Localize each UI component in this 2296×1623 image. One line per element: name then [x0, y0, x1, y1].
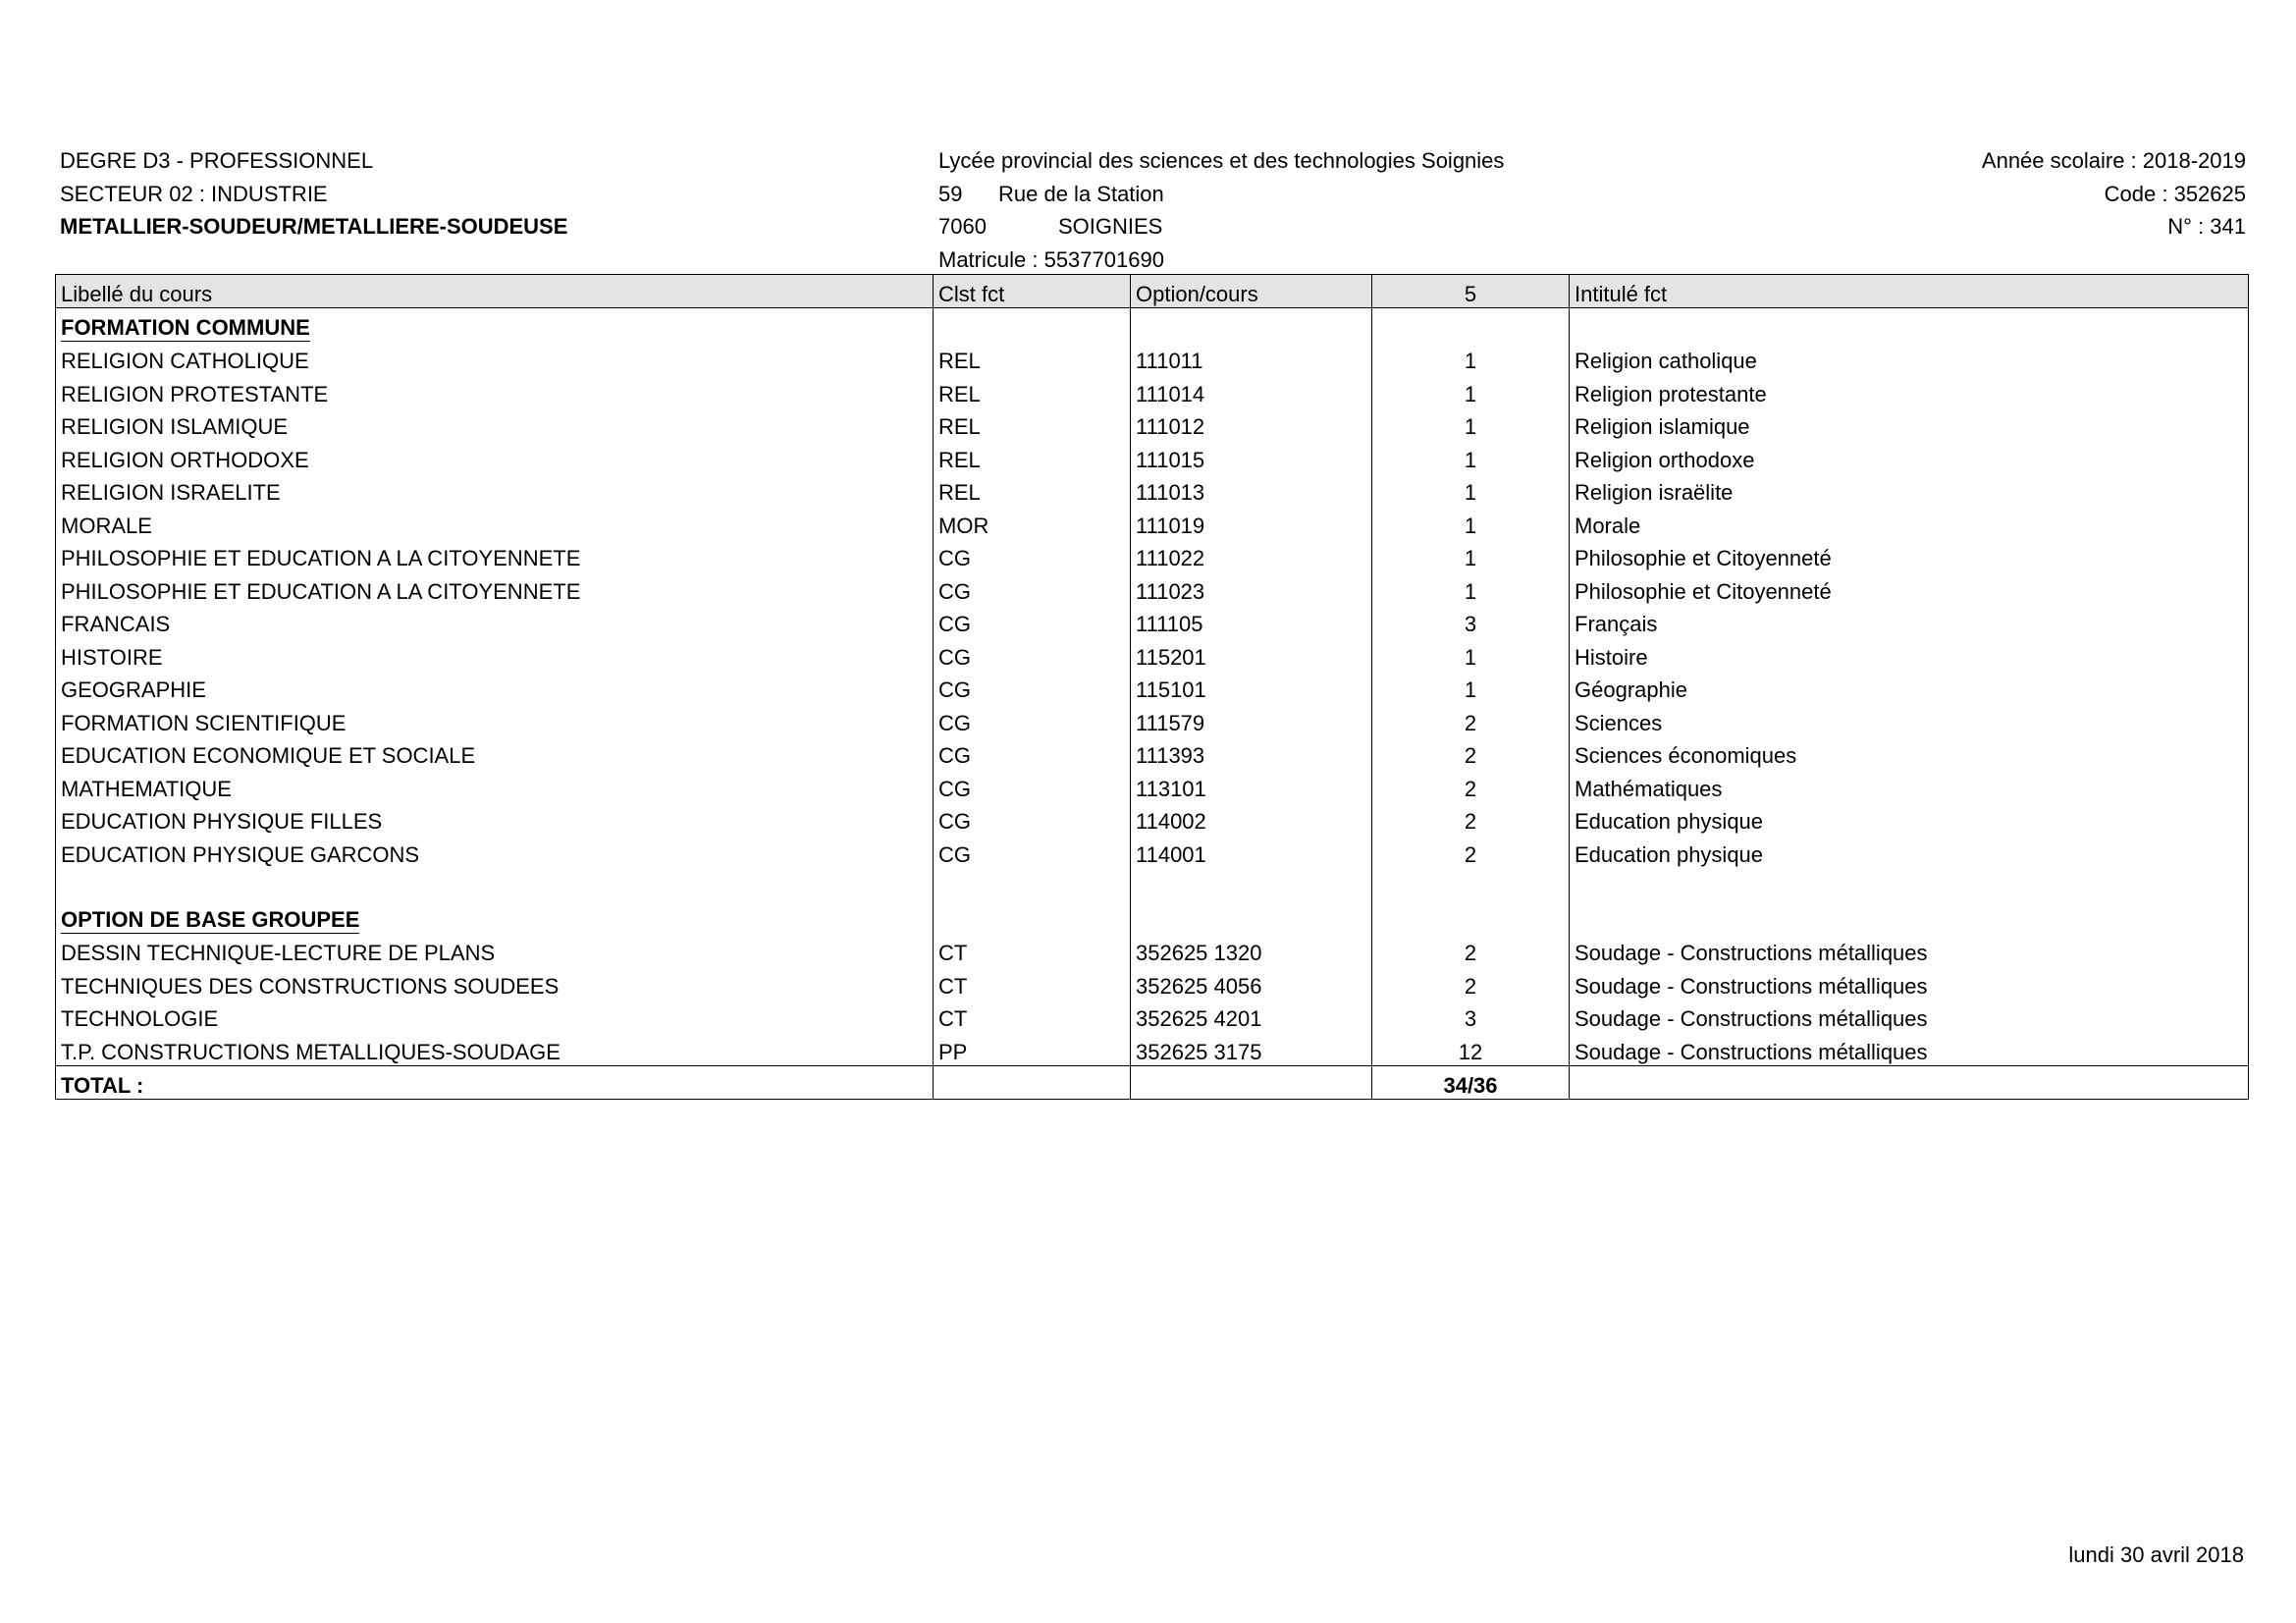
course-option-code: 115101 [1131, 671, 1372, 704]
course-clst: PP [934, 1032, 1131, 1065]
course-hours: 2 [1372, 934, 1570, 967]
table-row [56, 571, 2249, 605]
course-label: EDUCATION PHYSIQUE FILLES [56, 802, 934, 836]
course-label: RELIGION ISRAELITE [56, 473, 934, 507]
empty-cell [1131, 900, 1372, 934]
course-hours: 1 [1372, 506, 1570, 539]
empty-cell [1570, 900, 2249, 934]
course-option-code: 111022 [1131, 539, 1372, 572]
course-option-code: 352625 3175 [1131, 1032, 1372, 1065]
course-function-title: Sciences [1570, 703, 2249, 736]
course-label: FORMATION SCIENTIFIQUE [56, 703, 934, 736]
course-function-title: Géographie [1570, 671, 2249, 704]
total-hours: 34/36 [1372, 1065, 1570, 1100]
spacer-row [56, 868, 2249, 901]
empty-cell [56, 868, 934, 901]
course-option-code: 114001 [1131, 835, 1372, 868]
course-clst: CG [934, 539, 1131, 572]
course-clst: CG [934, 835, 1131, 868]
course-function-title: Soudage - Constructions métalliques [1570, 1000, 2249, 1033]
school-address-city [938, 214, 1504, 247]
course-table-container [55, 274, 2248, 1100]
course-clst: REL [934, 440, 1131, 473]
empty-cell [934, 868, 1131, 901]
course-clst: CG [934, 671, 1131, 704]
table-row [56, 374, 2249, 407]
course-hours: 1 [1372, 342, 1570, 375]
course-clst: CG [934, 703, 1131, 736]
course-function-title: Education physique [1570, 835, 2249, 868]
table-row [56, 769, 2249, 802]
document-number: N° : 341 [2167, 214, 2246, 239]
city-name: SOIGNIES [1058, 214, 1163, 239]
course-function-title: Mathématiques [1570, 769, 2249, 802]
course-option-code: 111105 [1131, 605, 1372, 638]
table-row [56, 637, 2249, 671]
table-row [56, 671, 2249, 704]
course-clst: CG [934, 736, 1131, 770]
course-hours: 2 [1372, 966, 1570, 1000]
course-option-code: 111579 [1131, 703, 1372, 736]
program-title: METALLIER-SOUDEUR/METALLIERE-SOUDEUSE [60, 214, 568, 239]
course-hours: 1 [1372, 571, 1570, 605]
course-clst: REL [934, 342, 1131, 375]
table-row [56, 539, 2249, 572]
course-clst: REL [934, 374, 1131, 407]
table-row [56, 802, 2249, 836]
empty-cell [1570, 308, 2249, 342]
street-name: Rue de la Station [998, 181, 1164, 206]
section-title: FORMATION COMMUNE [61, 314, 310, 340]
course-hours: 1 [1372, 407, 1570, 441]
course-label: MATHEMATIQUE [56, 769, 934, 802]
course-option-code: 111012 [1131, 407, 1372, 441]
course-clst: MOR [934, 506, 1131, 539]
course-option-code: 111013 [1131, 473, 1372, 507]
course-hours: 1 [1372, 637, 1570, 671]
empty-cell [934, 1065, 1131, 1100]
column-header-course: Libellé du cours [56, 275, 934, 308]
empty-cell [1570, 868, 2249, 901]
course-clst: REL [934, 407, 1131, 441]
total-label: TOTAL : [56, 1065, 934, 1100]
empty-cell [1131, 308, 1372, 342]
empty-cell [1131, 868, 1372, 901]
table-row [56, 342, 2249, 375]
course-function-title: Religion protestante [1570, 374, 2249, 407]
table-row [56, 407, 2249, 441]
course-label: RELIGION ORTHODOXE [56, 440, 934, 473]
program-code: Code : 352625 [2104, 181, 2246, 206]
empty-cell [1372, 900, 1570, 934]
course-option-code: 113101 [1131, 769, 1372, 802]
course-function-title: Religion orthodoxe [1570, 440, 2249, 473]
table-row [56, 605, 2249, 638]
course-table [55, 274, 2249, 1100]
course-label: FRANCAIS [56, 605, 934, 638]
section-title: OPTION DE BASE GROUPEE [61, 906, 360, 932]
course-hours: 2 [1372, 769, 1570, 802]
postal-code: 7060 [938, 214, 987, 239]
section-title-row [56, 308, 2249, 342]
course-hours: 3 [1372, 605, 1570, 638]
course-label: RELIGION CATHOLIQUE [56, 342, 934, 375]
school-address-street [938, 182, 1504, 215]
section-title-cell [56, 900, 934, 934]
course-hours: 2 [1372, 703, 1570, 736]
empty-cell [1570, 1065, 2249, 1100]
course-label: EDUCATION ECONOMIQUE ET SOCIALE [56, 736, 934, 770]
course-label: RELIGION PROTESTANTE [56, 374, 934, 407]
course-option-code: 111019 [1131, 506, 1372, 539]
course-clst: CT [934, 934, 1131, 967]
section-title-row [56, 900, 2249, 934]
course-option-code: 352625 1320 [1131, 934, 1372, 967]
course-function-title: Sciences économiques [1570, 736, 2249, 770]
footer-date: lundi 30 avril 2018 [2068, 1542, 2244, 1567]
table-row [56, 966, 2249, 1000]
course-clst: CG [934, 769, 1131, 802]
table-row [56, 736, 2249, 770]
course-clst: CG [934, 605, 1131, 638]
header-left-block [60, 148, 567, 247]
course-hours: 12 [1372, 1032, 1570, 1065]
course-function-title: Philosophie et Citoyenneté [1570, 539, 2249, 572]
course-label: MORALE [56, 506, 934, 539]
course-hours: 2 [1372, 802, 1570, 836]
course-option-code: 115201 [1131, 637, 1372, 671]
empty-cell [934, 900, 1131, 934]
course-label: DESSIN TECHNIQUE-LECTURE DE PLANS [56, 934, 934, 967]
column-header-clst: Clst fct [934, 275, 1131, 308]
course-hours: 2 [1372, 835, 1570, 868]
course-hours: 3 [1372, 1000, 1570, 1033]
school-registration: Matricule : 5537701690 [938, 246, 1164, 272]
section-title-cell [56, 308, 934, 342]
course-option-code: 352625 4056 [1131, 966, 1372, 1000]
empty-cell [934, 308, 1131, 342]
course-label: TECHNIQUES DES CONSTRUCTIONS SOUDEES [56, 966, 934, 1000]
course-function-title: Religion islamique [1570, 407, 2249, 441]
course-function-title: Soudage - Constructions métalliques [1570, 966, 2249, 1000]
column-header-title: Intitulé fct [1570, 275, 2249, 308]
table-row [56, 506, 2249, 539]
school-info-block [938, 148, 1504, 280]
course-hours: 2 [1372, 736, 1570, 770]
course-label: TECHNOLOGIE [56, 1000, 934, 1033]
course-option-code: 111393 [1131, 736, 1372, 770]
school-name: Lycée provincial des sciences et des technologies Soignies [938, 148, 1505, 173]
header-right-block [1982, 148, 2246, 247]
course-function-title: Soudage - Constructions métalliques [1570, 1032, 2249, 1065]
course-function-title: Education physique [1570, 802, 2249, 836]
table-row [56, 934, 2249, 967]
table-row [56, 703, 2249, 736]
course-function-title: Religion israëlite [1570, 473, 2249, 507]
course-hours: 1 [1372, 671, 1570, 704]
course-option-code: 111011 [1131, 342, 1372, 375]
course-hours: 1 [1372, 374, 1570, 407]
table-row [56, 440, 2249, 473]
empty-cell [1131, 1065, 1372, 1100]
course-clst: CG [934, 571, 1131, 605]
course-clst: CT [934, 1000, 1131, 1033]
course-clst: CG [934, 802, 1131, 836]
sector-label: SECTEUR 02 : INDUSTRIE [60, 181, 328, 206]
course-function-title: Soudage - Constructions métalliques [1570, 934, 2249, 967]
course-hours: 1 [1372, 473, 1570, 507]
school-year: Année scolaire : 2018-2019 [1981, 148, 2246, 173]
course-function-title: Religion catholique [1570, 342, 2249, 375]
course-clst: REL [934, 473, 1131, 507]
table-row [56, 1000, 2249, 1033]
table-body [56, 308, 2249, 1100]
table-row [56, 835, 2249, 868]
course-hours: 1 [1372, 539, 1570, 572]
street-number: 59 [938, 181, 963, 206]
course-label: T.P. CONSTRUCTIONS METALLIQUES-SOUDAGE [56, 1032, 934, 1065]
degree-label: DEGRE D3 - PROFESSIONNEL [60, 148, 374, 173]
course-option-code: 352625 4201 [1131, 1000, 1372, 1033]
course-label: EDUCATION PHYSIQUE GARCONS [56, 835, 934, 868]
course-clst: CT [934, 966, 1131, 1000]
empty-cell [1372, 868, 1570, 901]
total-row [56, 1065, 2249, 1100]
course-label: GEOGRAPHIE [56, 671, 934, 704]
course-label: PHILOSOPHIE ET EDUCATION A LA CITOYENNETE [56, 539, 934, 572]
course-option-code: 111015 [1131, 440, 1372, 473]
course-function-title: Français [1570, 605, 2249, 638]
course-label: HISTOIRE [56, 637, 934, 671]
table-row [56, 473, 2249, 507]
course-function-title: Histoire [1570, 637, 2249, 671]
table-header-row [56, 275, 2249, 308]
course-function-title: Philosophie et Citoyenneté [1570, 571, 2249, 605]
course-label: RELIGION ISLAMIQUE [56, 407, 934, 441]
course-option-code: 114002 [1131, 802, 1372, 836]
course-option-code: 111014 [1131, 374, 1372, 407]
table-row [56, 1032, 2249, 1065]
course-clst: CG [934, 637, 1131, 671]
course-function-title: Morale [1570, 506, 2249, 539]
course-hours: 1 [1372, 440, 1570, 473]
course-label: PHILOSOPHIE ET EDUCATION A LA CITOYENNETE [56, 571, 934, 605]
column-header-hours: 5 [1372, 275, 1570, 308]
empty-cell [1372, 308, 1570, 342]
column-header-option: Option/cours [1131, 275, 1372, 308]
course-option-code: 111023 [1131, 571, 1372, 605]
